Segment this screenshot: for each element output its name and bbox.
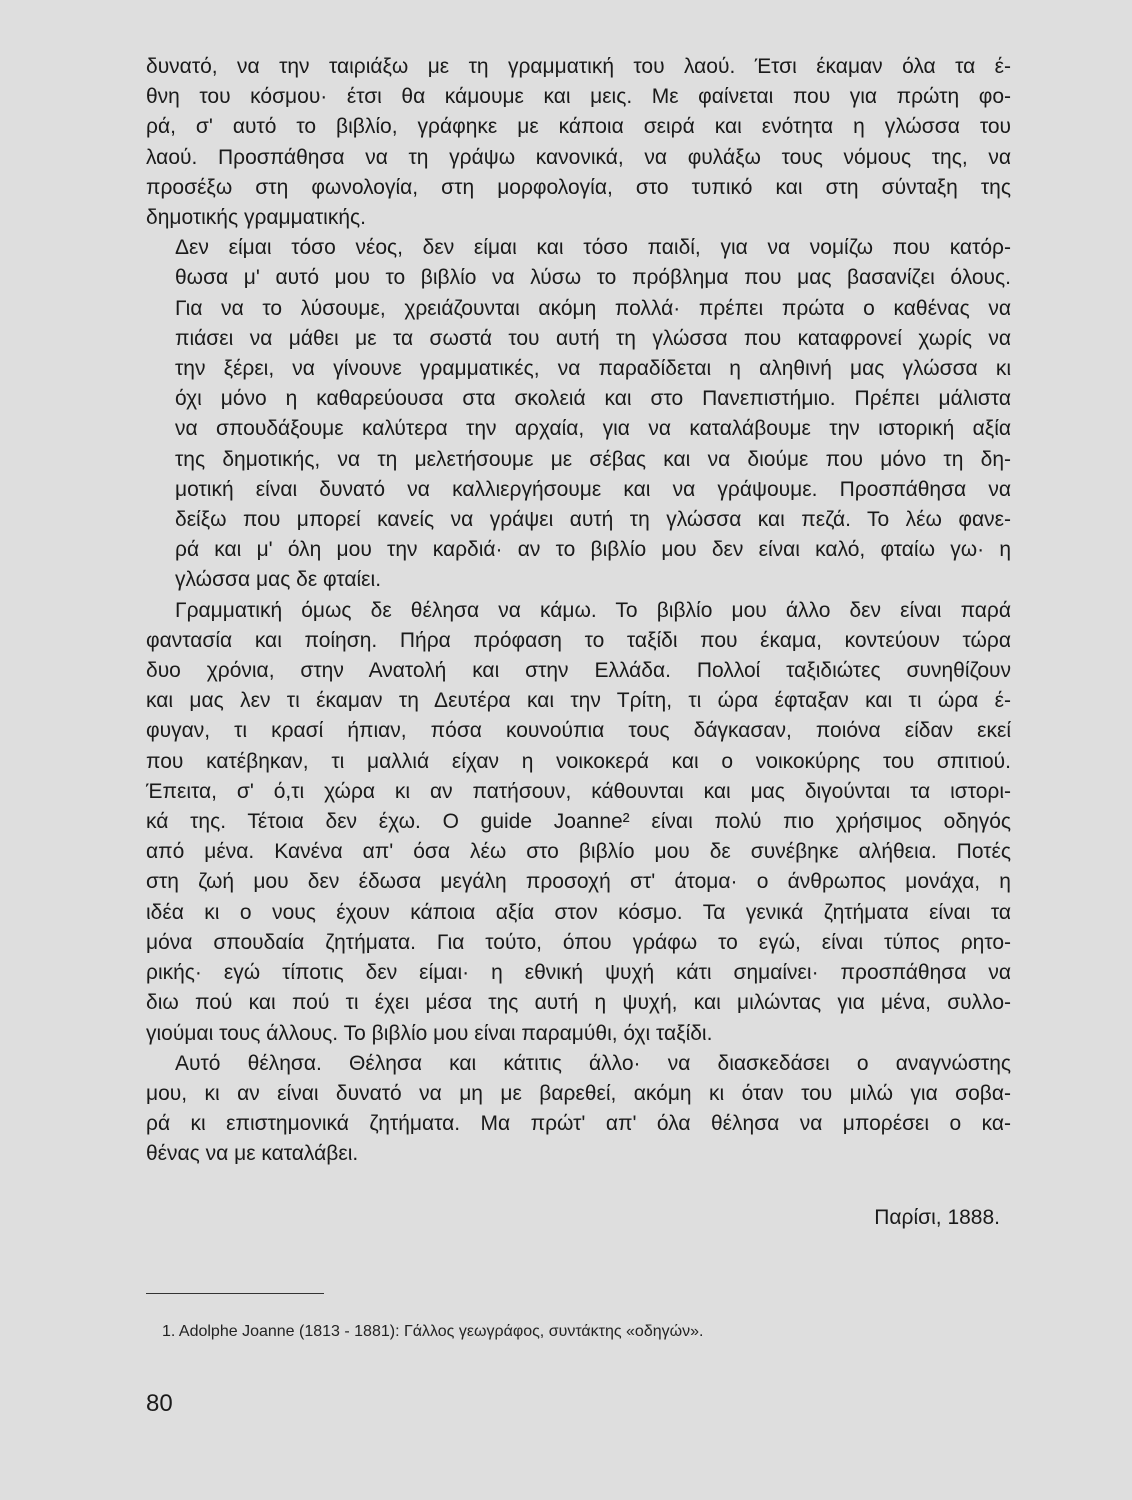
text-line: πιάσει να μάθει με τα σωστά του αυτή τη γλώσσα που καταφρονεί χωρίς να bbox=[175, 326, 1011, 350]
text-line: την ξέρει, να γίνουνε γραμματικές, να παραδίδεται η αληθινή μας γλώσσα κι bbox=[175, 357, 1011, 381]
text-line: γιούμαι τους άλλους. Το βιβλίο μου είναι παραμύθι, όχι ταξίδι. bbox=[146, 1021, 713, 1045]
text-line: της δημοτικής, να τη μελετήσουμε με σέβας και να διούμε που μόνο τη δη- bbox=[175, 447, 1011, 471]
place-date-signoff: Παρίσι, 1888. bbox=[874, 1206, 1000, 1229]
body-text bbox=[146, 52, 1011, 1170]
text-line: φαντασία και ποίηση. Πήρα πρόφαση το ταξίδι που έκαμα, κοντεύουν τώρα bbox=[146, 628, 1011, 652]
text-line: όχι μόνο η καθαρεύουσα στα σκολειά και στο Πανεπιστήμιο. Πρέπει μάλιστα bbox=[175, 387, 1011, 411]
text-line: ρά, σ' αυτό το βιβλίο, γράφηκε με κάποια σειρά και ενότητα η γλώσσα του bbox=[146, 115, 1011, 139]
paragraph-4 bbox=[146, 1049, 1011, 1170]
text-line: ιδέα κι ο νους έχουν κάποια αξία στον κόσμο. Τα γενικά ζητήματα είναι τα bbox=[146, 900, 1011, 924]
text-line: ρά κι επιστημονικά ζητήματα. Μα πρώτ' απ' όλα θέλησα να μπορέσει ο κα- bbox=[146, 1112, 1011, 1136]
text-line: λαού. Προσπάθησα να τη γράψω κανονικά, να φυλάξω τους νόμους της, να bbox=[146, 145, 1011, 169]
text-line: Δεν είμαι τόσο νέος, δεν είμαι και τόσο παιδί, για να νομίζω που κατόρ- bbox=[175, 236, 1011, 260]
page-number: 80 bbox=[146, 1390, 173, 1417]
text-line: Αυτό θέλησα. Θέλησα και κάτιτις άλλο· να διασκεδάσει ο αναγνώστης bbox=[175, 1051, 1011, 1075]
text-line: ρικής· εγώ τίποτις δεν είμαι· η εθνική ψυχή κάτι σημαίνει· προσπάθησα να bbox=[146, 961, 1011, 985]
paragraph-3 bbox=[146, 596, 1011, 1049]
paragraph-2 bbox=[146, 233, 1011, 595]
text-line: από μένα. Κανένα απ' όσα λέω στο βιβλίο μου δε συνέβηκε αλήθεια. Ποτές bbox=[146, 840, 1011, 864]
text-line: φυγαν, τι κρασί ήπιαν, πόσα κουνούπια τους δάγκασαν, ποιόνα είδαν εκεί bbox=[146, 719, 1011, 743]
text-line: μου, κι αν είναι δυνατό να μη με βαρεθεί, ακόμη κι όταν του μιλώ για σοβα- bbox=[146, 1081, 1011, 1105]
footnote-divider bbox=[146, 1293, 324, 1294]
text-line: προσέξω στη φωνολογία, στη μορφολογία, στο τυπικό και στη σύνταξη της bbox=[146, 175, 1011, 199]
text-line: θένας να με καταλάβει. bbox=[146, 1142, 359, 1166]
text-line: δημοτικής γραμματικής. bbox=[146, 206, 366, 230]
text-line: να σπουδάξουμε καλύτερα την αρχαία, για να καταλάβουμε την ιστορική αξία bbox=[175, 417, 1011, 441]
text-line: δυνατό, να την ταιριάξω με τη γραμματική του λαού. Έτσι έκαμαν όλα τα έ- bbox=[146, 55, 1011, 78]
text-line: μοτική είναι δυνατό να καλλιεργήσουμε και να γράψουμε. Προσπάθησα να bbox=[175, 477, 1011, 501]
footnote: 1. Adolphe Joanne (1813 - 1881): Γάλλος γεωγράφος, συντάκτης «οδηγών». bbox=[162, 1323, 704, 1340]
paragraph-1 bbox=[146, 52, 1011, 233]
text-line: γλώσσα μας δε φταίει. bbox=[175, 568, 382, 592]
text-line: δυο χρόνια, στην Ανατολή και στην Ελλάδα. Πολλοί ταξιδιώτες συνηθίζουν bbox=[146, 659, 1011, 683]
text-line: και μας λεν τι έκαμαν τη Δευτέρα και την Τρίτη, τι ώρα έφταξαν και τι ώρα έ- bbox=[146, 689, 1011, 713]
text-line: θνη του κόσμου· έτσι θα κάμουμε και μεις. Με φαίνεται που για πρώτη φο- bbox=[146, 85, 1011, 109]
text-line: Έπειτα, σ' ό,τι χώρα κι αν πατήσουν, κάθουνται και μας διγούνται τα ιστορι- bbox=[146, 779, 1011, 803]
text-line: Για να το λύσουμε, χρειάζουνται ακόμη πολλά· πρέπει πρώτα ο καθένας να bbox=[175, 296, 1011, 320]
text-line: θωσα μ' αυτό μου το βιβλίο να λύσω το πρόβλημα που μας βασανίζει όλους. bbox=[175, 266, 1011, 290]
text-line: ρά και μ' όλη μου την καρδιά· αν το βιβλίο μου δεν είναι καλό, φταίω γω· η bbox=[175, 538, 1011, 562]
text-line: κά της. Τέτοια δεν έχω. Ο guide Joanne² είναι πολύ πιο χρήσιμος οδηγός bbox=[146, 810, 1011, 834]
text-line: Γραμματική όμως δε θέλησα να κάμω. Το βιβλίο μου άλλο δεν είναι παρά bbox=[175, 598, 1011, 622]
text-line: μόνα σπουδαία ζητήματα. Για τούτο, όπου γράφω το εγώ, είναι τύπος ρητο- bbox=[146, 930, 1011, 954]
text-line: στη ζωή μου δεν έδωσα μεγάλη προσοχή στ' άτομα· ο άνθρωπος μονάχα, η bbox=[146, 870, 1011, 894]
text-line: δείξω που μπορεί κανείς να γράψει αυτή τη γλώσσα και πεζά. Το λέω φανε- bbox=[175, 508, 1011, 532]
text-line: που κατέβηκαν, τι μαλλιά είχαν η νοικοκερά και ο νοικοκύρης του σπιτιού. bbox=[146, 749, 1011, 773]
text-line: διω πού και πού τι έχει μέσα της αυτή η ψυχή, και μιλώντας για μένα, συλλο- bbox=[146, 991, 1011, 1015]
